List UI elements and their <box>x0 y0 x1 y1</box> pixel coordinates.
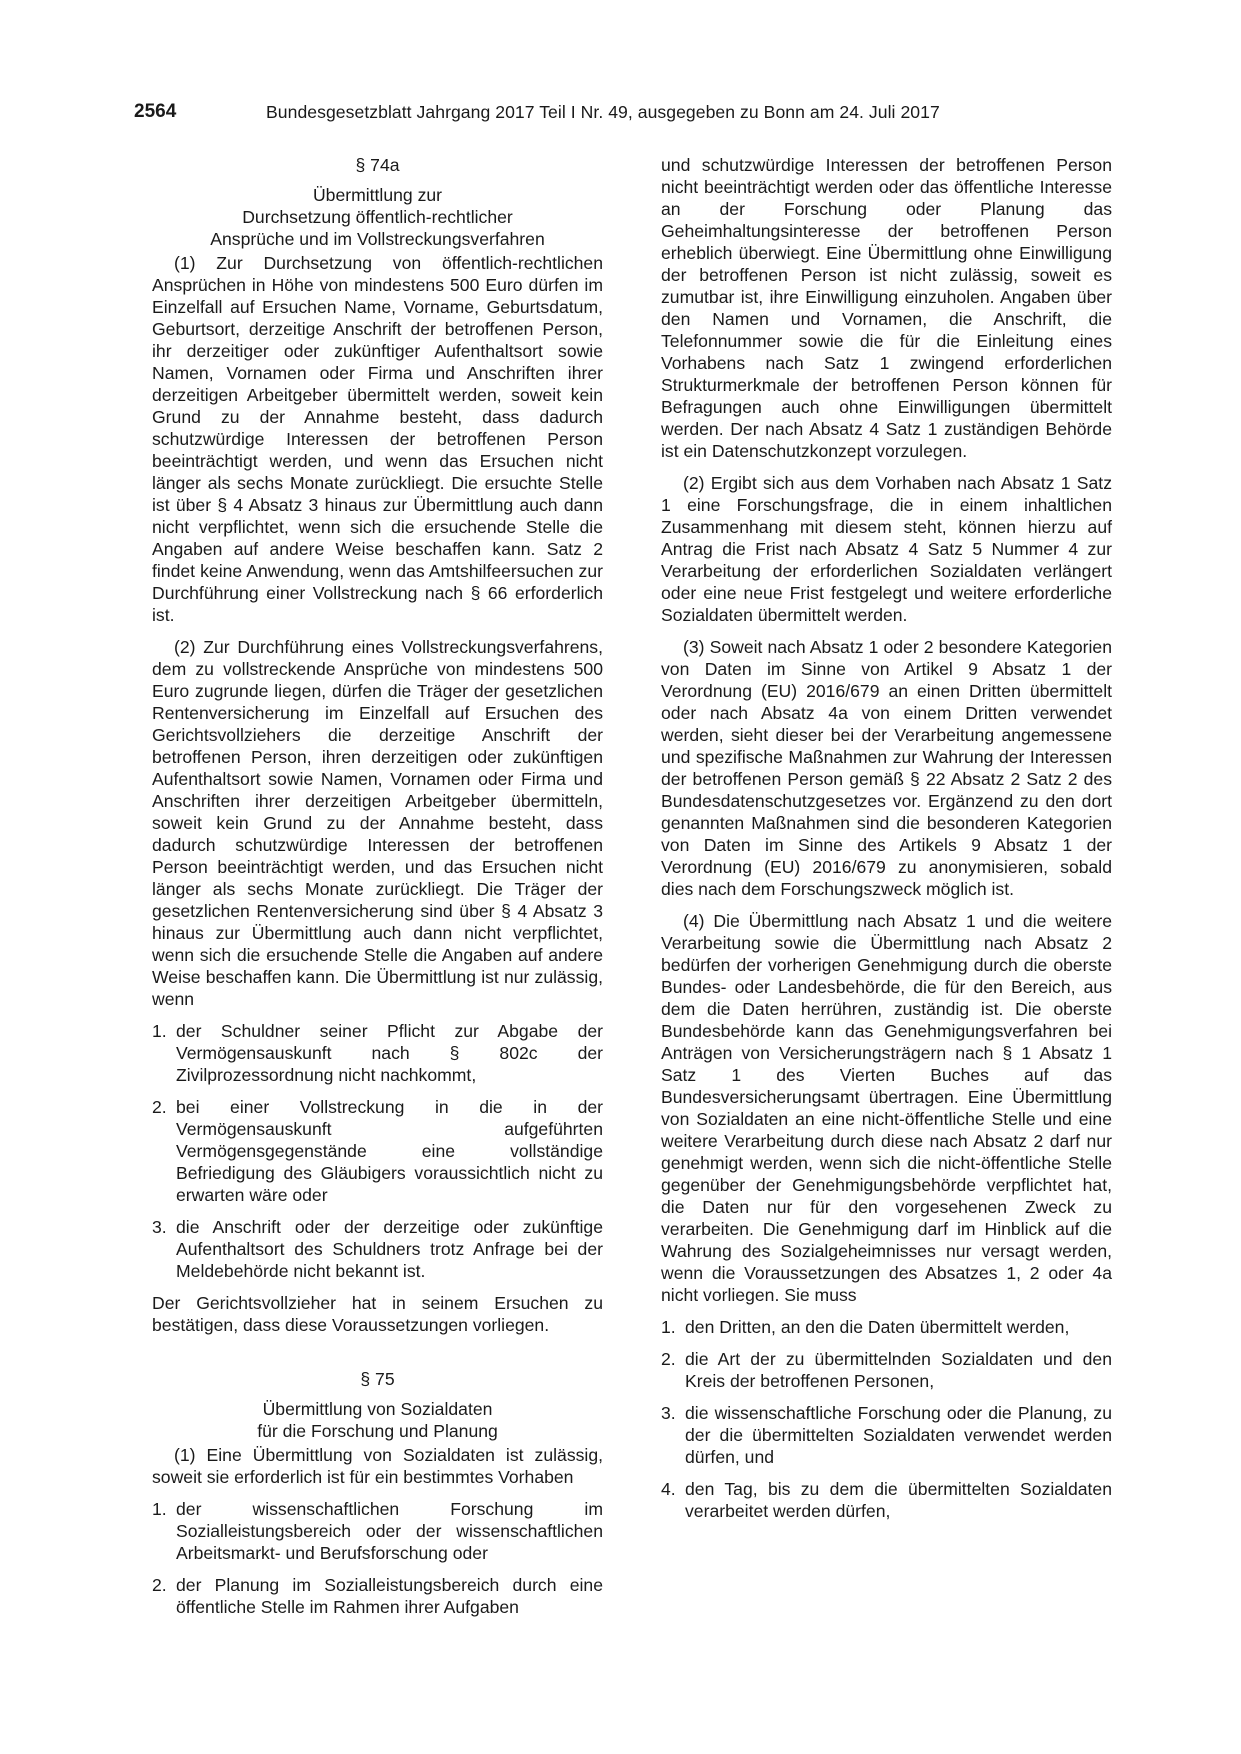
list-item-text: der wissenschaftlichen Forschung im Sozialleistungsbereich oder der wissenschaftlichen Arbeitsmarkt- und Berufsforschung oder <box>176 1499 603 1563</box>
section-74a-closing: Der Gerichtsvollzieher hat in seinem Ersuchen zu bestätigen, dass diese Voraussetzungen vorliegen. <box>152 1293 603 1335</box>
section-74a-title-line: Übermittlung zur <box>312 185 443 205</box>
section-74a-list <box>152 1020 603 1282</box>
section-75-paragraph-3: (3) Soweit nach Absatz 1 oder 2 besondere Kategorien von Daten im Sinne von Artikel 9 Absatz 1 der Verordnung (EU) 2016/679 an einen Dritten übermittelt oder nach Absatz 4a von einem Dritten verwendet werden, sieht dieser bei der Verarbeitung angemessene und spezifische Maßnahmen zur Wahrung der Interessen der betroffenen Person gemäß § 22 Absatz 2 Satz 2 des Bundesdatenschutzgesetzes vor. Ergänzend zu den dort genannten Maßnahmen sind die besonderen Kategorien von Daten im Sinne des Artikels 9 Absatz 1 der Verordnung (EU) 2016/679 zu anonymisieren, sobald dies nach dem Forschungszweck möglich ist. <box>661 637 1112 899</box>
page-number: 2564 <box>134 101 177 122</box>
list-item-text: den Dritten, an den die Daten übermittelt werden, <box>685 1317 1070 1337</box>
section-75-list <box>152 1498 603 1618</box>
list-item <box>152 1574 603 1618</box>
list-item-number: 4. <box>661 1479 676 1499</box>
list-item-number: 2. <box>152 1097 167 1117</box>
list-item <box>152 1020 603 1086</box>
section-74a-number: § 74a <box>355 155 400 175</box>
section-75-paragraph-4: (4) Die Übermittlung nach Absatz 1 und die weitere Verarbeitung sowie die Übermittlung nach Absatz 2 bedürfen der vorherigen Genehmigung durch die oberste Bundes- oder Landesbehörde, die für den Bereich, aus dem die Daten herrühren, zuständig ist. Die oberste Bundesbehörde kann das Genehmigungsverfahren bei Anträgen von Versicherungsträgern nach § 1 Absatz 1 Satz 1 des Vierten Buches auf das Bundesversicherungsamt übertragen. Eine Übermittlung von Sozialdaten an eine nicht-öffentliche Stelle und eine weitere Verarbeitung durch diese nach Absatz 2 darf nur genehmigt werden, wenn sich die nicht-öffentliche Stelle gegenüber der Genehmigungsbehörde verpflichtet hat, die Daten nur für den vorgesehenen Zweck zu verarbeiten. Die Genehmigung darf im Hinblick auf die Wahrung des Sozialgeheimnisses nur versagt werden, wenn die Voraussetzungen des Absatzes 1, 2 oder 4a nicht vorliegen. Sie muss <box>661 911 1112 1305</box>
section-75-title-line: für die Forschung und Planung <box>257 1421 498 1441</box>
section-74a-paragraph-2: (2) Zur Durchführung eines Vollstreckungsverfahrens, dem zu vollstreckende Ansprüche von mindestens 500 Euro zugrunde liegen, dürfen die Träger der gesetzlichen Rentenversicherung im Einzelfall auf Ersuchen des Gerichtsvollziehers die derzeitige Anschrift der betroffenen Person, ihren derzeitigen oder zukünftigen Aufenthaltsort sowie Namen, Vornamen oder Firma und Anschriften ihrer derzeitigen Arbeitgeber übermitteln, soweit kein Grund zu der Annahme besteht, dass dadurch schutzwürdige Interessen der betroffenen Person beeinträchtigt werden, und das Ersuchen nicht länger als sechs Monate zurückliegt. Die Träger der gesetzlichen Rentenversicherung sind über § 4 Absatz 3 hinaus zur Übermittlung auch dann nicht verpflichtet, wenn sich die ersuchende Stelle die Angaben auf andere Weise beschaffen kann. Die Übermittlung ist nur zulässig, wenn <box>152 637 603 1009</box>
list-item-number: 3. <box>661 1403 676 1423</box>
section-75-title-line: Übermittlung von Sozialdaten <box>262 1399 493 1419</box>
section-74a-paragraph-1: (1) Zur Durchsetzung von öffentlich-rechtlichen Ansprüchen in Höhe von mindestens 500 Euro dürfen im Einzelfall auf Ersuchen Name, Vorname, Geburtsdatum, Geburtsort, derzeitige Anschrift der betroffenen Person, ihr derzeitiger oder zukünftiger Aufenthaltsort sowie Namen, Vornamen oder Firma und Anschriften ihrer derzeitigen Arbeitgeber übermittelt werden, soweit kein Grund zu der Annahme besteht, dass dadurch schutzwürdige Interessen der betroffenen Person beeinträchtigt werden, und wenn das Ersuchen nicht länger als sechs Monate zurückliegt. Die ersuchte Stelle ist über § 4 Absatz 3 hinaus zur Übermittlung auch dann nicht verpflichtet, wenn sich die ersuchende Stelle die Angaben auf andere Weise beschaffen kann. Satz 2 findet keine Anwendung, wenn das Amtshilfeersuchen zur Durchführung einer Vollstreckung nach § 66 erforderlich ist. <box>152 253 603 625</box>
list-item-text: die wissenschaftliche Forschung oder die Planung, zu der die übermittelten Sozialdaten verwendet werden dürfen, und <box>685 1403 1112 1467</box>
right-column <box>661 154 1112 1532</box>
section-74a-title <box>152 184 603 250</box>
list-item-text: bei einer Vollstreckung in die in der Vermögensauskunft aufgeführten Vermögensgegenstände eine vollständige Befriedigung des Gläubigers voraussichtlich nicht zu erwarten wäre oder <box>176 1097 603 1205</box>
section-75-paragraph-1: (1) Eine Übermittlung von Sozialdaten ist zulässig, soweit sie erforderlich ist für ein bestimmtes Vorhaben <box>152 1445 603 1487</box>
list-item-number: 1. <box>661 1317 676 1337</box>
list-item-number: 2. <box>661 1349 676 1369</box>
list-item <box>152 1498 603 1564</box>
section-75-paragraph-2: (2) Ergibt sich aus dem Vorhaben nach Absatz 1 Satz 1 eine Forschungsfrage, die in einem inhaltlichen Zusammenhang mit diesem steht, können hierzu auf Antrag die Frist nach Absatz 4 Satz 5 Nummer 4 zur Verarbeitung der erforderlichen Sozialdaten verlängert oder eine neue Frist festgelegt und weitere erforderliche Sozialdaten übermittelt werden. <box>661 473 1112 625</box>
list-item <box>661 1316 1112 1338</box>
section-75-number: § 75 <box>360 1369 395 1389</box>
list-item <box>661 1348 1112 1392</box>
list-item <box>152 1216 603 1282</box>
section-75-paragraph-1-continued: und schutzwürdige Interessen der betroffenen Person nicht beeinträchtigt werden oder das öffentliche Interesse an der Forschung oder Planung das Geheimhaltungsinteresse der betroffenen Person erheblich überwiegt. Eine Übermittlung ohne Einwilligung der betroffenen Person ist nicht zulässig, soweit es zumutbar ist, ihre Einwilligung einzuholen. Angaben über den Namen und Vornamen, die Anschrift, die Telefonnummer sowie die für die Einleitung eines Vorhabens nach Satz 1 zwingend erforderlichen Strukturmerkmale der betroffenen Person können für Befragungen auch ohne Einwilligungen übermittelt werden. Der nach Absatz 4 Satz 1 zuständigen Behörde ist ein Datenschutzkonzept vorzulegen. <box>661 155 1112 461</box>
list-item-number: 1. <box>152 1499 167 1519</box>
list-item-text: die Anschrift oder der derzeitige oder zukünftige Aufenthaltsort des Schuldners trotz Anfrage bei der Meldebehörde nicht bekannt ist. <box>176 1217 603 1281</box>
list-item-number: 1. <box>152 1021 167 1041</box>
section-75-title <box>152 1398 603 1442</box>
list-item-text: der Schuldner seiner Pflicht zur Abgabe der Vermögensauskunft nach § 802c der Zivilprozessordnung nicht nachkommt, <box>176 1021 603 1085</box>
section-74a-title-line: Durchsetzung öffentlich-rechtlicher <box>242 207 513 227</box>
section-75-paragraph-4-list <box>661 1316 1112 1522</box>
list-item-text: den Tag, bis zu dem die übermittelten Sozialdaten verarbeitet werden dürfen, <box>685 1479 1112 1521</box>
list-item <box>661 1402 1112 1468</box>
list-item <box>661 1478 1112 1522</box>
list-item-text: der Planung im Sozialleistungsbereich durch eine öffentliche Stelle im Rahmen ihrer Aufgaben <box>176 1575 603 1617</box>
left-column <box>152 154 603 1628</box>
list-item <box>152 1096 603 1206</box>
running-header: Bundesgesetzblatt Jahrgang 2017 Teil I Nr. 49, ausgegeben zu Bonn am 24. Juli 2017 <box>266 102 940 122</box>
list-item-text: die Art der zu übermittelnden Sozialdaten und den Kreis der betroffenen Personen, <box>685 1349 1112 1391</box>
list-item-number: 2. <box>152 1575 167 1595</box>
section-74a-title-line: Ansprüche und im Vollstreckungsverfahren <box>210 229 545 249</box>
list-item-number: 3. <box>152 1217 167 1237</box>
